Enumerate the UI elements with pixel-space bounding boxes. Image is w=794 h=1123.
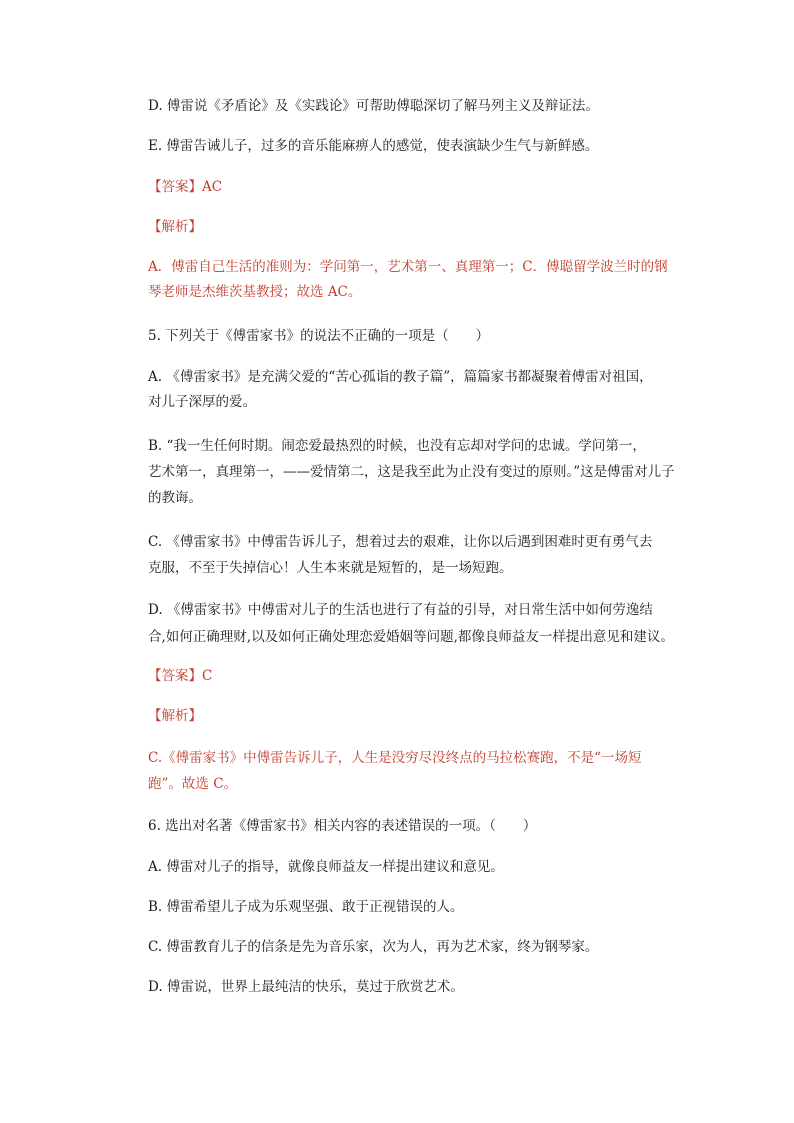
answer-tag: 【答案】 [148,668,202,684]
q5-analysis-tag: 【解析】 [148,708,202,724]
q5-option-c-line1: C. 《傅雷家书》中傅雷告诉儿子，想着过去的艰难，让你以后遇到困难时更有勇气去 [148,534,653,550]
q6-option-d: D. 傅雷说，世界上最纯洁的快乐，莫过于欣赏艺术。 [148,979,464,995]
answer-tag: 【答案】 [148,179,202,195]
q4-option-d: D. 傅雷说《矛盾论》及《实践论》可帮助傅聪深切了解马列主义及辩证法。 [148,98,599,114]
q4-analysis-line2: 琴老师是杰维茨基教授；故选 AC。 [148,284,362,300]
q6-option-a: A. 傅雷对儿子的指导，就像良师益友一样提出建议和意见。 [148,859,504,875]
q5-option-b-line1: B. “我一生任何时期。闹恋爱最热烈的时候，也没有忘却对学问的忠诚。学问第一， [148,438,646,454]
q4-option-e: E. 傅雷告诫儿子，过多的音乐能麻痹人的感觉，使表演缺少生气与新鲜感。 [148,138,599,154]
q5-stem: 5. 下列关于《傅雷家书》的说法不正确的一项是（ ） [148,328,490,344]
q5-option-a-line1: A. 《傅雷家书》是充满父爱的“苦心孤诣的教子篇”，篇篇家书都凝聚着傅雷对祖国， [148,369,653,385]
q4-answer [148,177,668,197]
q5-option-b-line2: 艺术第一，真理第一，——爱情第二，这是我至此为止没有变过的原则。”这是傅雷对儿子 [148,464,675,480]
q5-option-c-line2: 克服，不至于失掉信心！人生本来就是短暂的，是一场短跑。 [148,560,513,576]
q6-stem: 6. 选出对名著《傅雷家书》相关内容的表述错误的一项。（ ） [148,818,537,834]
q5-option-a-line2: 对儿子深厚的爱。 [148,394,256,410]
q6-option-b: B. 傅雷希望儿子成为乐观坚强、敢于正视错误的人。 [148,899,464,915]
q5-option-b-line3: 的教诲。 [148,490,202,506]
q4-analysis-line1: A．傅雷自己生活的准则为：学问第一，艺术第一、真理第一；C．傅聪留学波兰时的钢 [148,259,668,275]
q5-option-d-line1: D. 《傅雷家书》中傅雷对儿子的生活也进行了有益的引导，对日常生活中如何劳逸结 [148,602,653,618]
q4-analysis-tag: 【解析】 [148,219,202,235]
q5-answer [148,666,668,686]
q5-option-d-line2: 合,如何正确理财,以及如何正确处理恋爱婚姻等问题,都像良师益友一样提出意见和建议。 [148,629,674,645]
answer-value: C [202,668,213,684]
q6-option-c: C. 傅雷教育儿子的信条是先为音乐家，次为人，再为艺术家，终为钢琴家。 [148,939,599,955]
answer-value: AC [202,179,223,195]
q5-analysis-line1: C.《傅雷家书》中傅雷告诉儿子，人生是没穷尽没终点的马拉松赛跑，不是“一场短 [148,750,642,766]
q5-analysis-line2: 跑”。故选 C。 [148,776,238,792]
